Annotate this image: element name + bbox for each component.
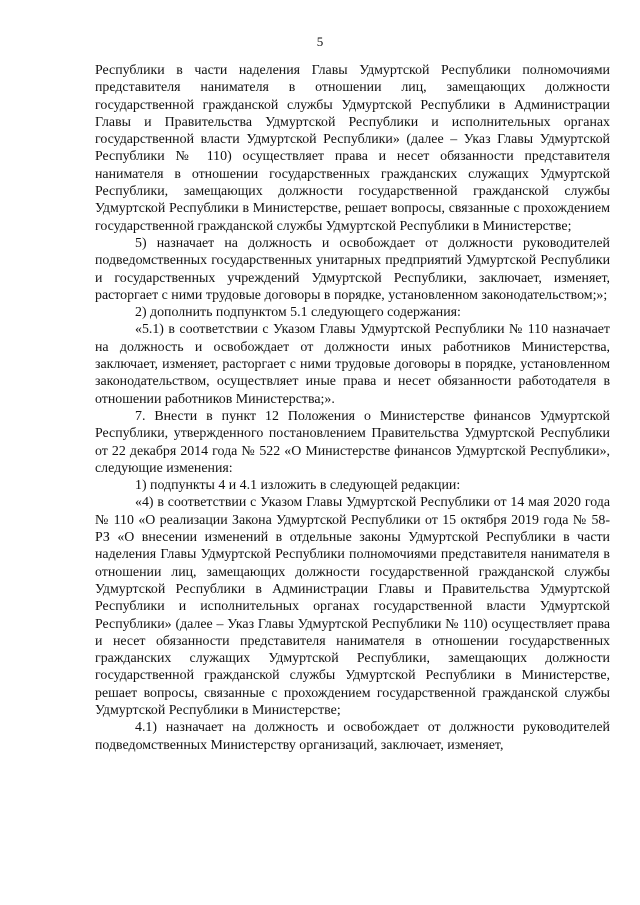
paragraph-3: 2) дополнить подпунктом 5.1 следующего содержания: <box>135 305 461 321</box>
page-number: 5 <box>316 34 324 49</box>
document-body <box>95 62 610 754</box>
paragraph-7: «4) в соответствии с Указом Главы Удмуртской Республики от 14 мая 2020 года № 110 «О реализации Закона Удмуртской Республики от 15 октября 2019 года № 58-РЗ «О внесении изменений в отдельные законы Удмуртской Республики в части наделения Главы Удмуртской Республики полномочиями представителя нанимателя в отношении лиц, замещающих должности государственной гражданской службы Удмуртской Республики в Администрации Главы и Правительства Удмуртской Республики и исполнительных органах государственной власти Удмуртской Республики» (далее – Указ Главы Удмуртской Республики № 110) осуществляет права и несет обязанности представителя нанимателя в отношении государственных гражданских служащих Удмуртской Республики, замещающих должности государственной гражданской службы Удмуртской Республики в Министерстве, решает вопросы, связанные с прохождением государственной гражданской службы Удмуртской Республики в Министерстве; <box>95 495 610 718</box>
paragraph-8: 4.1) назначает на должность и освобождает от должности руководителей подведомственных Министерству организаций, заключает, изменяет, <box>95 720 610 753</box>
paragraph-2: 5) назначает на должность и освобождает от должности руководителей подведомственных государственных унитарных предприятий Удмуртской Республики и государственных учреждений Удмуртской Республики, заключает, изменяет, расторгает с ними трудовые договоры в порядке, установленном законодательством;»; <box>95 235 610 303</box>
paragraph-6: 1) подпункты 4 и 4.1 изложить в следующей редакции: <box>135 478 461 494</box>
paragraph-1: Республики в части наделения Главы Удмуртской Республики полномочиями представителя нанимателя в отношении лиц, замещающих должности государственной гражданской службы Удмуртской Республики в Администрации Главы и Правительства Удмуртской Республики и исполнительных органах государственной власти Удмуртской Республики» (далее – Указ Главы Удмуртской Республики № 110) осуществляет права и несет обязанности представителя нанимателя в отношении государственных гражданских служащих Удмуртской Республики, замещающих должности государственной гражданской службы Удмуртской Республики в Министерстве, решает вопросы, связанные с прохождением государственной гражданской службы Удмуртской Республики в Министерстве; <box>95 63 610 234</box>
paragraph-4: «5.1) в соответствии с Указом Главы Удмуртской Республики № 110 назначает на должность и освобождает от должности иных работников Министерства, заключает, изменяет, расторгает с ними трудовые договоры в порядке, установленном законодательством, осуществляет иные права и несет обязанности работодателя в отношении работников Министерства;». <box>95 322 610 407</box>
paragraph-5: 7. Внести в пункт 12 Положения о Министерстве финансов Удмуртской Республики, утвержденного постановлением Правительства Удмуртской Республики от 22 декабря 2014 года № 522 «О Министерстве финансов Удмуртской Республики», следующие изменения: <box>95 408 610 476</box>
